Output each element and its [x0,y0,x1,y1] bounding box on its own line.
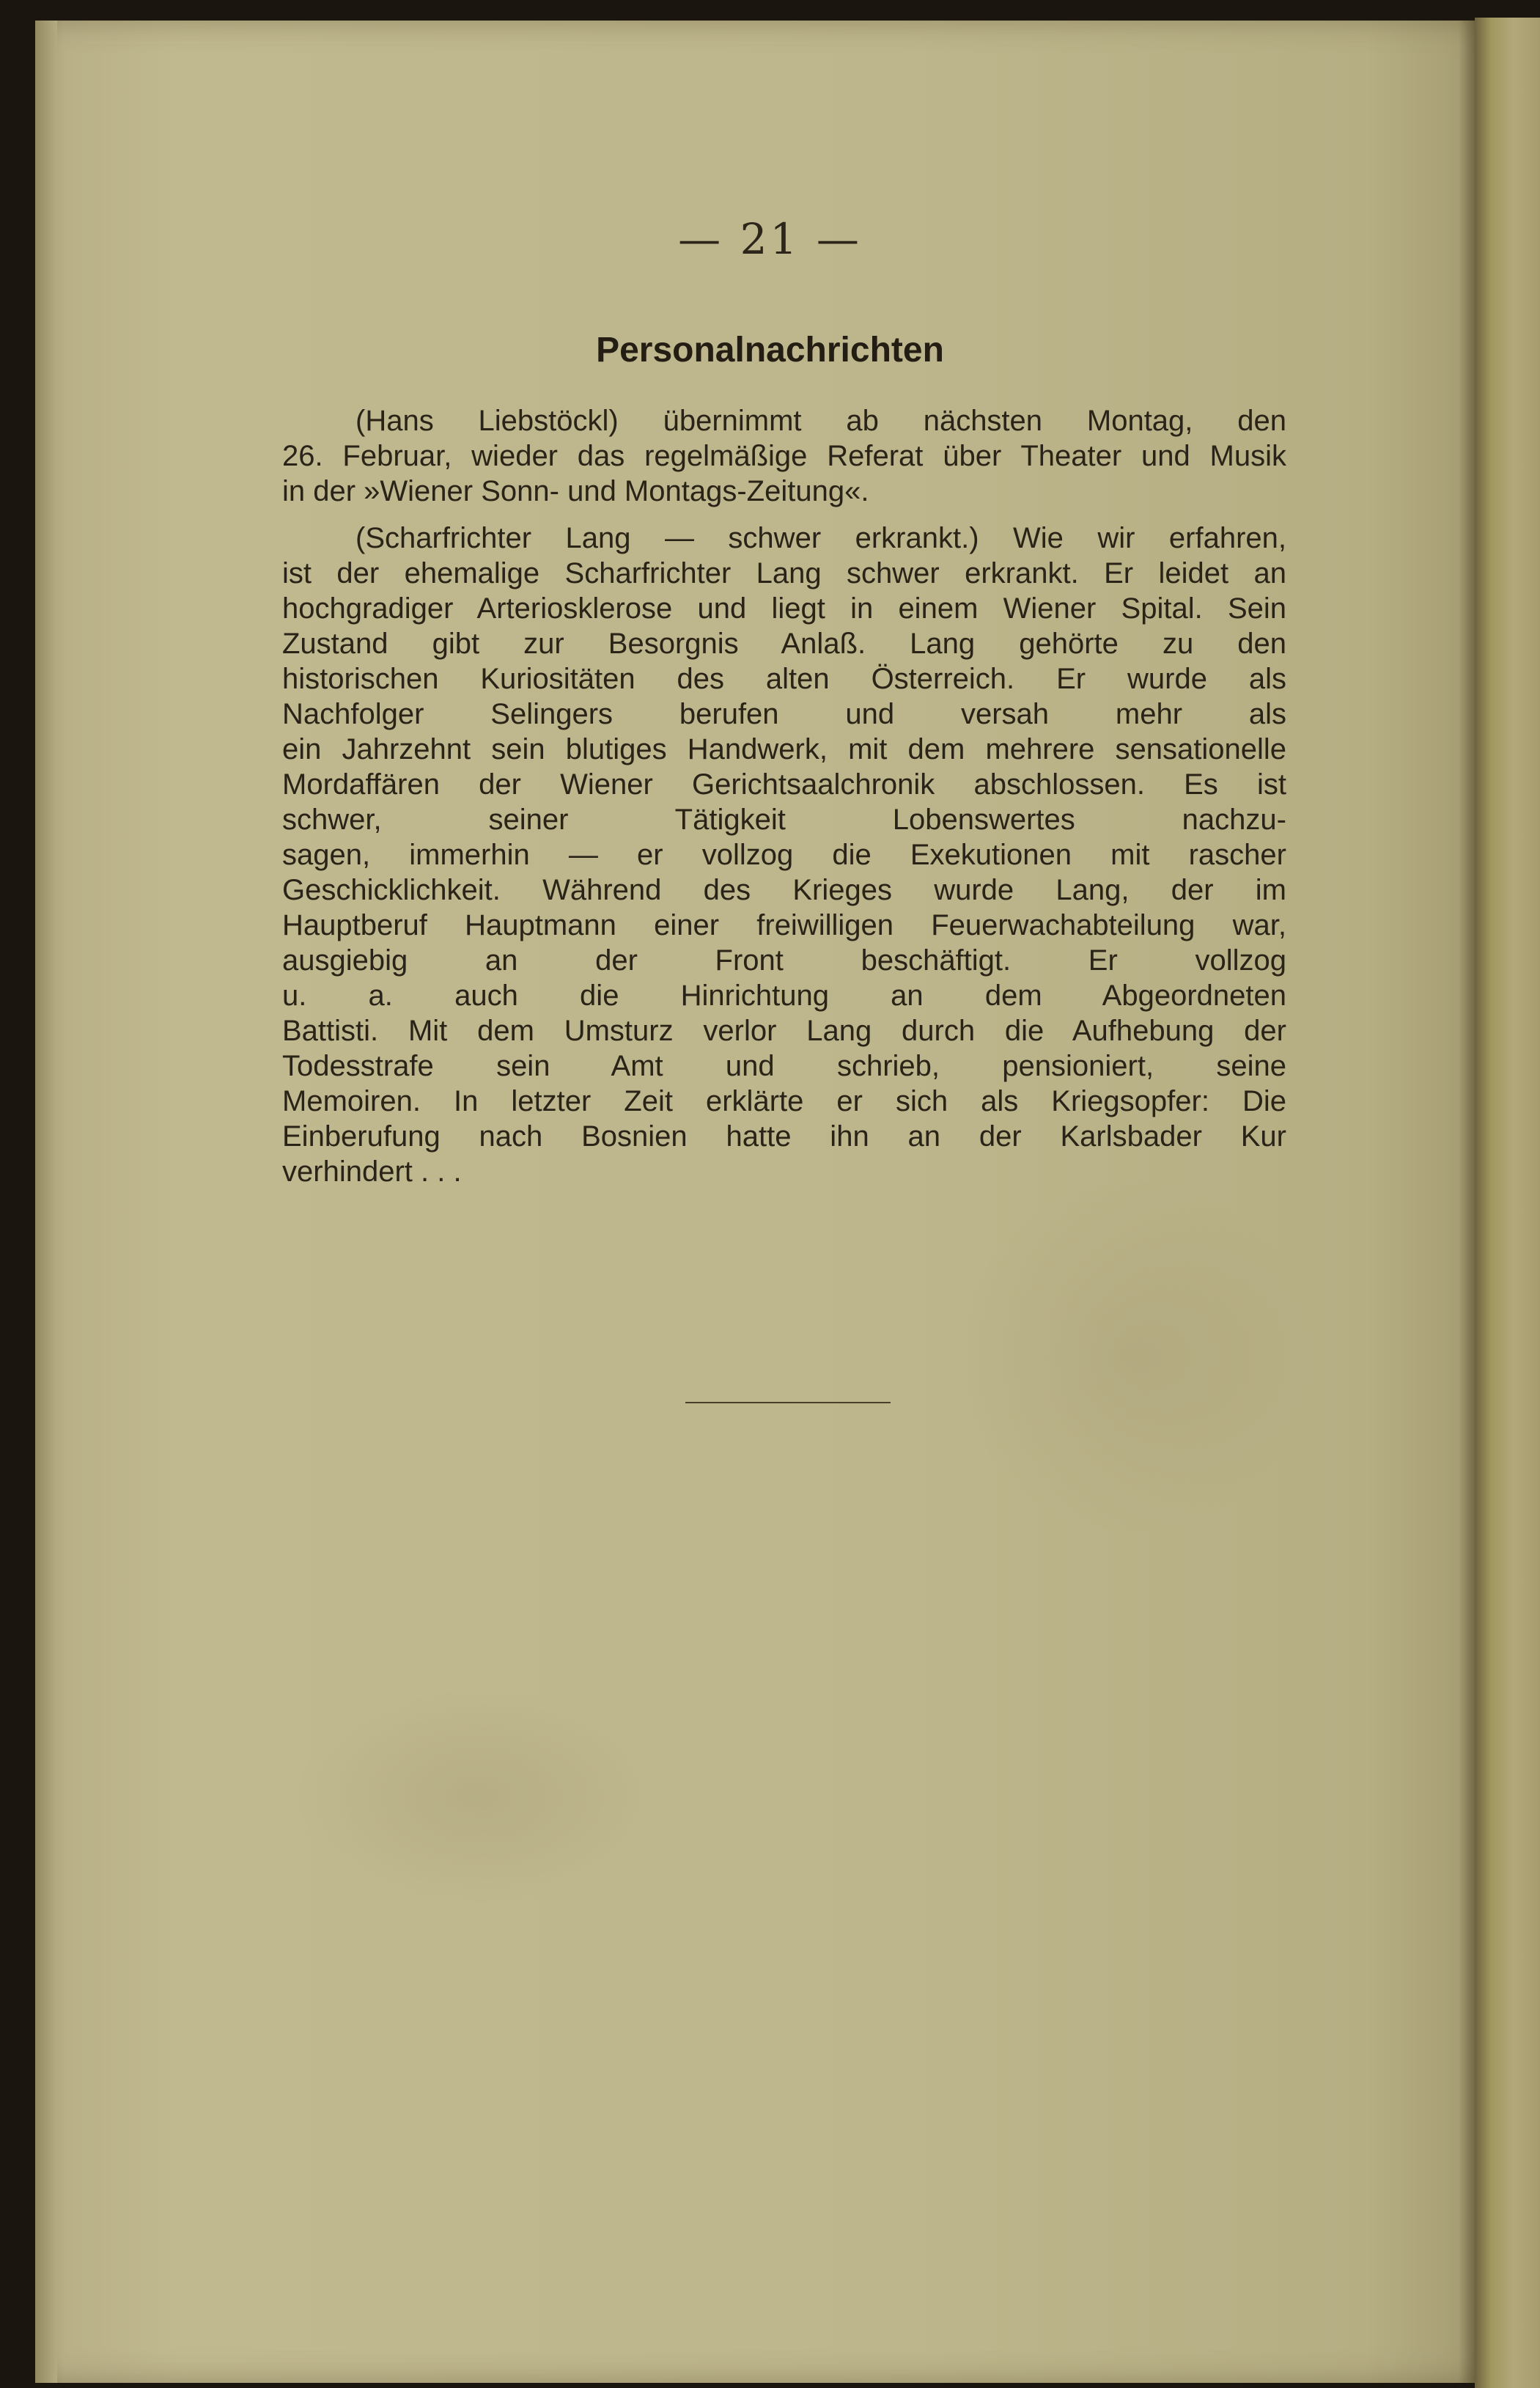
text-line: historischen Kuriositäten des alten Österreich. Er wurde als [282,663,1286,695]
end-rule [685,1402,891,1403]
text-line: Nachfolger Selingers berufen und versah mehr als [282,698,1286,730]
text-line: 26. Februar, wieder das regelmäßige Referat über Theater und Musik [282,440,1286,472]
text-line: Hauptberuf Hauptmann einer freiwilligen Feuerwachabteilung war, [282,909,1286,941]
text-line: Geschicklichkeit. Während des Krieges wurde Lang, der im [282,874,1286,906]
text-line: verhindert . . . [282,1156,462,1188]
text-line: u. a. auch die Hinrichtung an dem Abgeordneten [282,980,1286,1012]
paragraph-scharfrichter [282,521,1286,1189]
text-line: Battisti. Mit dem Umsturz verlor Lang durch die Aufhebung der [282,1015,1286,1047]
text-line: Einberufung nach Bosnien hatte ihn an der Karlsbader Kur [282,1120,1286,1153]
text-line: Zustand gibt zur Besorgnis Anlaß. Lang gehörte zu den [282,628,1286,660]
text-line: Mordaffären der Wiener Gerichtsaalchronik abschlossen. Es ist [282,768,1286,801]
paragraph-liebstoeckl [282,403,1286,509]
paper-stain [953,1173,1319,1540]
text-line: (Scharfrichter Lang — schwer erkrankt.) Wie wir erfahren, [355,522,1286,554]
text-line: ein Jahrzehnt sein blutiges Handwerk, mit dem mehrere sensationelle [282,733,1286,765]
text-line: ausgiebig an der Front beschäftigt. Er vollzog [282,944,1286,977]
paper-stain [293,1686,660,1906]
page-left-edge [35,21,57,2383]
section-heading: Personalnachrichten [596,331,944,370]
text-line: hochgradiger Arteriosklerose und liegt in einem Wiener Spital. Sein [282,592,1286,625]
facing-page-edge [1475,18,1540,2388]
text-line: schwer, seiner Tätigkeit Lobenswertes nachzu- [282,804,1286,836]
text-line: in der »Wiener Sonn- und Montags-Zeitung«. [282,475,869,507]
text-line: (Hans Liebstöckl) übernimmt ab nächsten Montag, den [355,405,1286,437]
text-line: sagen, immerhin — er vollzog die Exekutionen mit rascher [282,839,1286,871]
text-line: ist der ehemalige Scharfrichter Lang schwer erkrankt. Er leidet an [282,557,1286,589]
text-line: Todesstrafe sein Amt und schrieb, pensioniert, seine [282,1050,1286,1082]
page-number: — 21 — [678,214,862,264]
text-line: Memoiren. In letzter Zeit erklärte er sich als Kriegsopfer: Die [282,1085,1286,1117]
